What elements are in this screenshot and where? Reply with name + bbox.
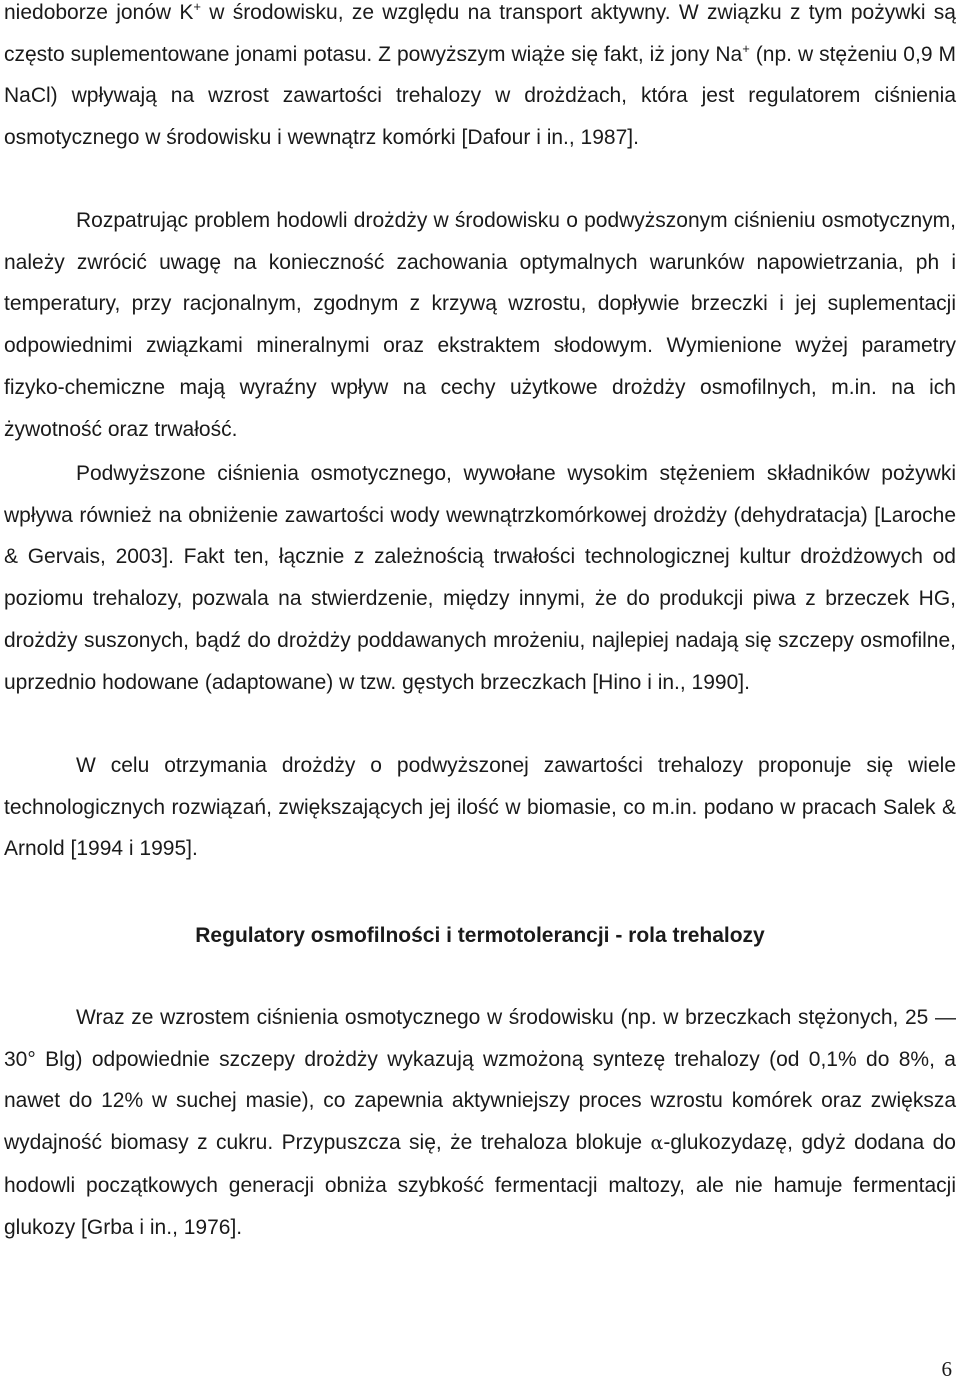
section-heading: Regulatory osmofilności i termotolerancji - rola trehalozy xyxy=(195,924,765,947)
paragraph-trehalose-synthesis xyxy=(4,997,956,1248)
paragraph-text: W celu otrzymania drożdży o podwyższonej zawartości trehalozy proponuje się wiele technologicznych rozwiązań, zwiększających jej ilość w biomasie, co m.in. podano w pracach Salek & Arnold [1994 i 1995]. xyxy=(4,754,956,861)
paragraph-text-part: niedoborze jonów K xyxy=(4,1,194,24)
page-number: 6 xyxy=(941,1357,952,1381)
paragraph-text-part: (np. w stężeniu 0,9 M NaCl) wpływają na wzrost zawartości trehalozy w drożdżach, która jest regulatorem ciśnienia osmotycznego w środowisku i wewnątrz komórki [Dafour i in., 1987]. xyxy=(4,42,956,150)
paragraph-continuation xyxy=(4,0,956,159)
superscript-plus: + xyxy=(742,40,750,56)
superscript-plus: + xyxy=(193,0,201,14)
paragraph-text-part: w środowisku, ze względu na transport aktywny. W związku z tym pożywki są często suplementowane jonami potasu. Z powyższym wiąże się fakt, iż jony Na xyxy=(4,1,956,66)
paragraph-text-part: Wraz ze wzrostem ciśnienia osmotycznego w środowisku (np. w brzeczkach stężonych, 25 — 30° Blg) odpowiednie szczepy drożdży wykazują wzmożoną syntezę trehalozy (od 0,1% do 8%, a nawet do 12% w suchej masie), co zapewnia aktywniejszy proces wzrostu komórek oraz zwiększa wydajność biomasy z cukru. Przypuszcza się, że trehaloza blokuje xyxy=(4,1006,956,1155)
paragraph-cultivation-conditions xyxy=(4,200,956,450)
paragraph-text: Rozpatrując problem hodowli drożdży w środowisku o podwyższonym ciśnieniu osmotycznym, należy zwrócić uwagę na konieczność zachowania optymalnych warunków napowietrzania, ph i temperatury, przy racjonalnym, zgodnym z krzywą wzrostu, dopływie brzeczki i jej suplementacji odpowiednimi związkami mineralnymi oraz ekstraktem słodowym. Wymienione wyżej parametry fizyko-chemiczne mają wyraźny wpływ na cechy użytkowe drożdży osmofilnych, m.in. na ich żywotność oraz trwałość. xyxy=(4,209,956,441)
paragraph-text-part: -glukozydazę, gdyż dodana do hodowli początkowych generacji obniża szybkość fermentacji maltozy, ale nie hamuje fermentacji glukozy [Grba i in., 1976]. xyxy=(4,1131,956,1239)
paragraph-osmotic-pressure xyxy=(4,453,956,703)
paragraph-text: Podwyższone ciśnienia osmotycznego, wywołane wysokim stężeniem składników pożywki wpływa również na obniżenie zawartości wody wewnątrzkomórkowej drożdży (dehydratacja) [Laroche & Gervais, 2003]. Fakt ten, łącznie z zależnością trwałości technologicznej kultur drożdżowych od poziomu trehalozy, pozwala na stwierdzenie, między innymi, że do produkcji piwa z brzeczek HG, drożdży suszonych, bądź do drożdży poddawanych mrożeniu, najlepiej nadają się szczepy osmofilne, uprzednio hodowane (adaptowane) w tzw. gęstych brzeczkach [Hino i in., 1990]. xyxy=(4,462,956,694)
alpha-symbol: α xyxy=(650,1132,664,1155)
paragraph-trehalose-methods xyxy=(4,745,956,870)
